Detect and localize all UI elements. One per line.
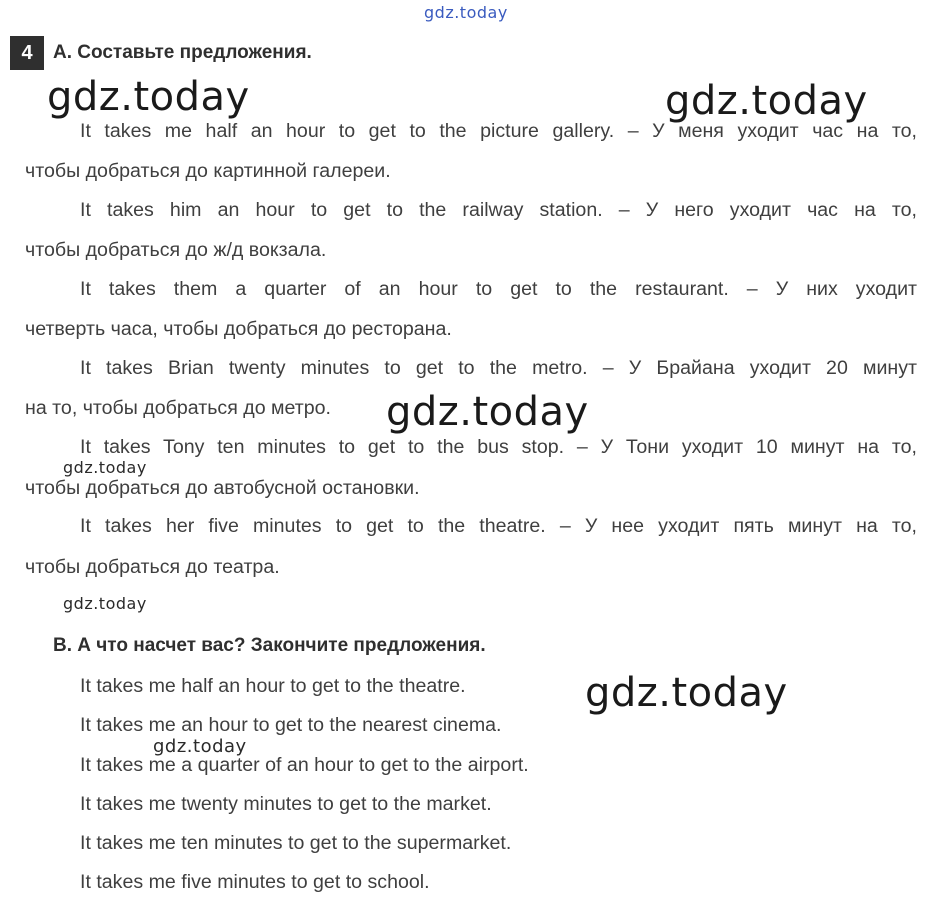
part-b-sentence-1: It takes me half an hour to get to the theatre.: [80, 675, 466, 697]
part-a-sentence-5-line-2: чтобы добраться до автобусной остановки.: [25, 477, 420, 499]
part-a-sentence-3-line-1: It takes them a quarter of an hour to get to the restaurant. – У них уходит: [80, 278, 917, 300]
exercise-number-badge: 4: [10, 36, 44, 70]
part-b-heading: B. А что насчет вас? Закончите предложения.: [53, 635, 486, 656]
part-b-sentence-5: It takes me ten minutes to get to the supermarket.: [80, 832, 512, 854]
part-a-sentence-2-line-1: It takes him an hour to get to the railway station. – У него уходит час на то,: [80, 199, 917, 221]
watermark-small-3: gdz.today: [153, 736, 247, 757]
watermark-big-4: gdz.today: [585, 670, 788, 716]
watermark-small-2: gdz.today: [63, 594, 147, 613]
part-a-sentence-2-line-2: чтобы добраться до ж/д вокзала.: [25, 239, 327, 261]
part-a-sentence-4-line-1: It takes Brian twenty minutes to get to the metro. – У Брайана уходит 20 минут: [80, 357, 917, 379]
part-a-sentence-1-line-1: It takes me half an hour to get to the picture gallery. – У меня уходит час на то,: [80, 120, 917, 142]
watermark-big-1: gdz.today: [47, 74, 250, 120]
part-b-sentence-6: It takes me five minutes to get to school.: [80, 871, 430, 893]
watermark-big-2: gdz.today: [665, 78, 868, 124]
part-b-sentence-2: It takes me an hour to get to the nearest cinema.: [80, 714, 502, 736]
part-a-sentence-4-line-2: на то, чтобы добраться до метро.: [25, 397, 331, 419]
part-b-sentence-3: It takes me a quarter of an hour to get to the airport.: [80, 754, 529, 776]
part-a-sentence-3-line-2: четверть часа, чтобы добраться до ресторана.: [25, 318, 452, 340]
part-a-heading: A. Составьте предложения.: [53, 42, 312, 63]
watermark-top: gdz.today: [424, 3, 508, 22]
part-a-sentence-6-line-1: It takes her five minutes to get to the theatre. – У нее уходит пять минут на то,: [80, 515, 917, 537]
part-a-sentence-1-line-2: чтобы добраться до картинной галереи.: [25, 160, 391, 182]
part-a-sentence-5-line-1: It takes Tony ten minutes to get to the bus stop. – У Тони уходит 10 минут на то,: [80, 436, 917, 458]
watermark-big-3: gdz.today: [386, 389, 589, 435]
part-a-sentence-6-line-2: чтобы добраться до театра.: [25, 556, 280, 578]
part-b-sentence-4: It takes me twenty minutes to get to the market.: [80, 793, 492, 815]
watermark-small-1: gdz.today: [63, 458, 147, 477]
